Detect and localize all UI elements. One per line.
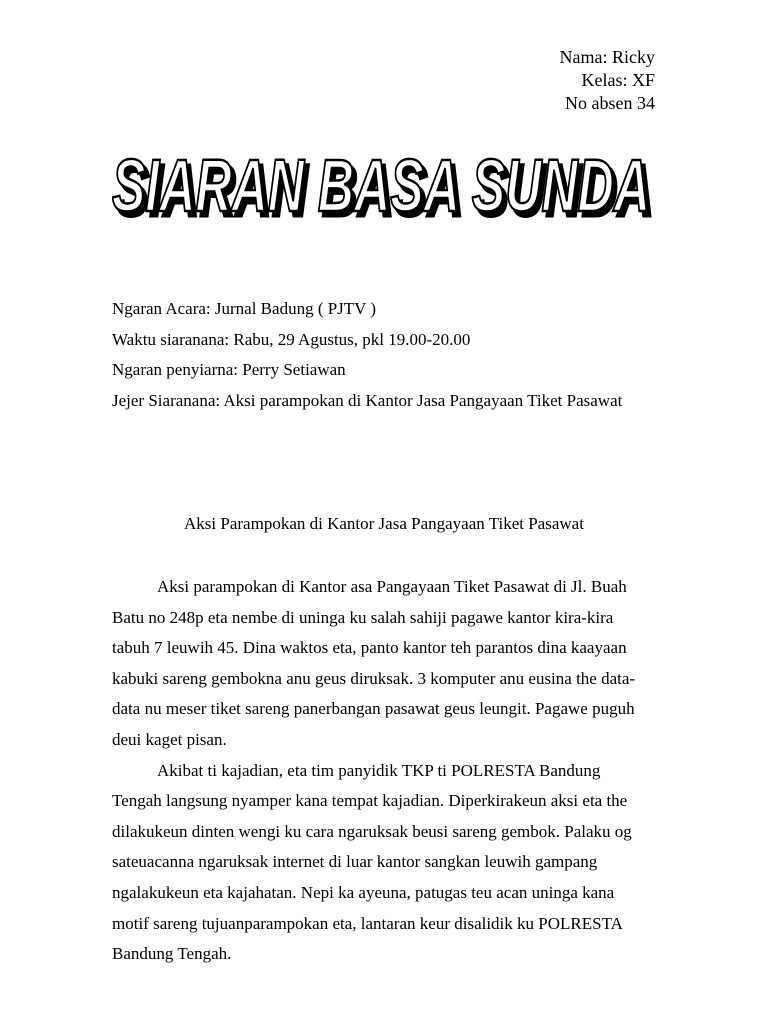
student-name: Nama: Ricky xyxy=(559,47,655,67)
page-title xyxy=(112,145,660,227)
paragraph-2-line: dilakukeun dinten wengi ku cara ngaruksak beusi sareng gembok. Palaku og xyxy=(112,821,632,841)
paragraph-2-line: Tengah langsung nyamper kana tempat kajadian. Diperkirakeun aksi eta the xyxy=(112,791,628,811)
program-name: Ngaran Acara: Jurnal Badung ( PJTV ) xyxy=(112,299,377,318)
paragraph-1-line: Batu no 248p eta nembe di uninga ku salah sahiji pagawe kantor kira-kira xyxy=(112,607,614,627)
article-title: Aksi Parampokan di Kantor Jasa Pangayaan Tiket Pasawat xyxy=(184,514,584,533)
paragraph-2-line: sateuacanna ngaruksak internet di luar kantor sangkan leuwih gampang xyxy=(112,852,598,872)
broadcast-info xyxy=(112,294,622,416)
title-shadow: SIARAN BASA SUNDA xyxy=(116,149,654,227)
broadcaster-name: Ngaran penyiarna: Perry Setiawan xyxy=(112,360,346,379)
paragraph-1-line: kabuki sareng gembokna anu geus diruksak. 3 komputer anu eusina the data- xyxy=(112,668,636,688)
paragraph-1-line: data nu meser tiket sareng panerbangan pasawat geus leungit. Pagawe puguh xyxy=(112,699,635,719)
paragraph-2-line: ngalakukeun eta kajahatan. Nepi ka ayeuna, patugas teu acan uninga kana xyxy=(112,882,615,902)
paragraph-2-line: motif sareng tujuanparampokan eta, lantaran keur disalidik ku POLRESTA xyxy=(112,913,623,933)
paragraph-1-line: Aksi parampokan di Kantor asa Pangayaan Tiket Pasawat di Jl. Buah xyxy=(157,577,627,596)
broadcast-time: Waktu siaranana: Rabu, 29 Agustus, pkl 19.00-20.00 xyxy=(112,329,471,349)
title-text: SIARAN BASA SUNDA xyxy=(112,145,650,227)
paragraph-1-line: deui kaget pisan. xyxy=(112,729,227,749)
student-absence-number: No absen 34 xyxy=(565,93,655,113)
paragraph-2-line: Bandung Tengah. xyxy=(112,944,232,964)
paragraph-2-line: Akibat ti kajadian, eta tim panyidik TKP ti POLRESTA Bandung xyxy=(157,760,601,780)
paragraph-1-line: tabuh 7 leuwih 45. Dina waktos eta, panto kantor teh parantos dina kaayaan xyxy=(112,638,627,658)
article-body xyxy=(112,572,657,970)
student-class: Kelas: XF xyxy=(581,70,655,90)
broadcast-topic: Jejer Siaranana: Aksi parampokan di Kantor Jasa Pangayaan Tiket Pasawat xyxy=(112,390,623,410)
student-info xyxy=(560,46,655,115)
